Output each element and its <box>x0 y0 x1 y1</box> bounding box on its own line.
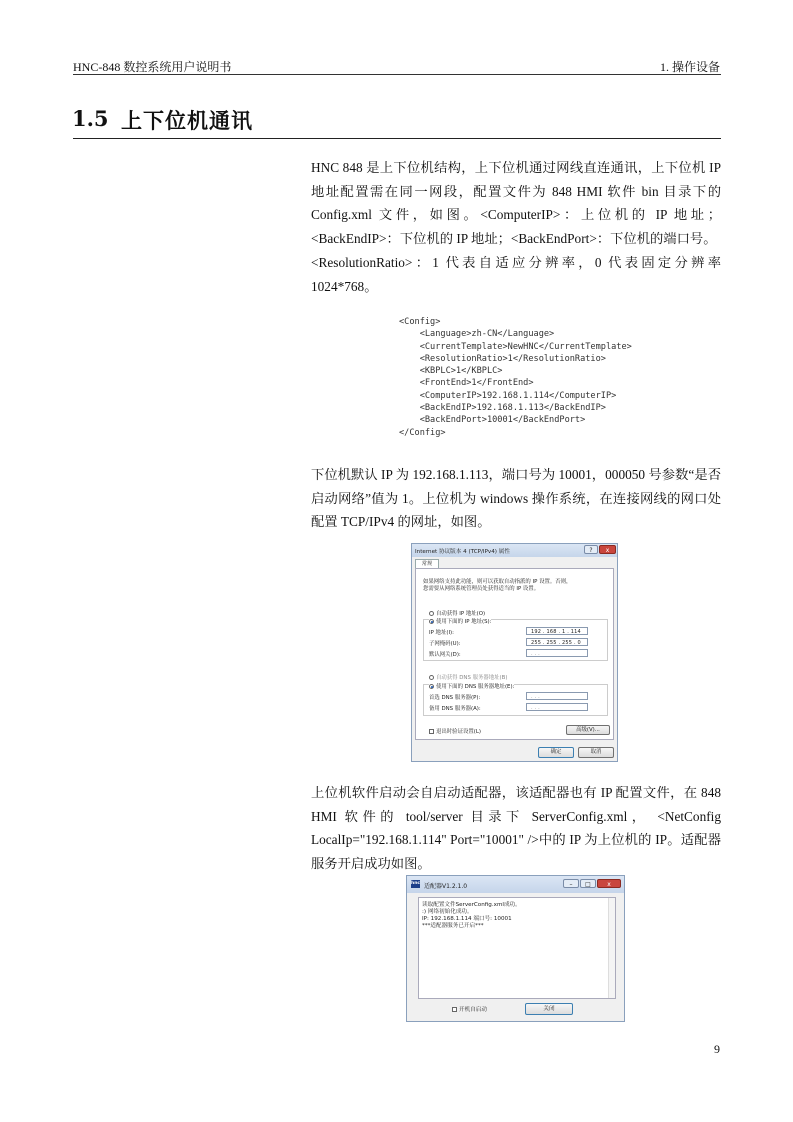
window-titlebar <box>407 876 624 893</box>
adapter-window <box>406 875 625 1022</box>
paragraph-resolution: <ResolutionRatio>：1 代表自适应分辨率，0 代表固定分辨率 1024*768。 <box>311 255 721 294</box>
checkbox-icon[interactable] <box>429 729 434 734</box>
gateway-field[interactable]: . . . <box>526 649 588 657</box>
cancel-button[interactable]: 取消 <box>578 747 614 758</box>
help-icon[interactable]: ? <box>584 545 598 554</box>
dialog-titlebar <box>412 544 617 557</box>
section-number: 1.5 <box>72 106 109 131</box>
paragraph-lower-machine: 下位机默认 IP 为 192.168.1.113，端口号为 10001，000050 号参数“是否启动网络”值为 1。上位机为 windows 操作系统，在连接网线的网口处配置 TCP/IPv4 的网址，如图。 <box>311 467 721 529</box>
paragraph-adapter: 上位机软件启动会自启动适配器，该适配器也有 IP 配置文件，在 848 HMI 软件的 tool/server 目录下 ServerConfig.xml， <NetConfig LocalIp="192.168.1.114" Port="10001" />中的 IP 为上位机的 IP。适配器服务开启成功如图。 <box>311 785 721 871</box>
page-number: 9 <box>714 1042 720 1056</box>
alternate-dns-label: 备用 DNS 服务器(A): <box>429 706 481 712</box>
subnet-mask-label: 子网掩码(U): <box>429 641 461 647</box>
running-header-title: HNC-848 数控系统用户说明书 <box>73 60 232 74</box>
radio-selected-icon[interactable] <box>429 684 434 689</box>
config-xml-code <box>399 316 632 439</box>
log-line: 读取配置文件ServerConfig.xml成功。 <box>422 902 521 908</box>
close-icon[interactable]: x <box>599 545 616 554</box>
section-title: 上下位机通讯 <box>121 109 253 133</box>
gateway-label: 默认网关(D): <box>429 652 461 658</box>
advanced-button[interactable]: 高级(V)... <box>566 725 610 735</box>
code-line: <CurrentTemplate>NewHNC</CurrentTemplate> <box>399 341 632 352</box>
preferred-dns-label: 首选 DNS 服务器(P): <box>429 695 481 701</box>
manual-ip-option[interactable]: 使用下面的 IP 地址(S): <box>429 617 491 625</box>
log-line: :) 网络初始化成功。 <box>422 909 473 915</box>
general-pane <box>415 568 614 740</box>
tab-general[interactable]: 常规 <box>415 559 439 569</box>
close-window-icon[interactable]: x <box>597 879 621 888</box>
validate-checkbox[interactable]: 退出时验证设置(L) <box>429 727 481 735</box>
log-line: ***适配器服务已开启*** <box>422 923 484 929</box>
maximize-icon[interactable]: □ <box>580 879 596 888</box>
preferred-dns-field[interactable]: . . . <box>526 692 588 700</box>
autostart-checkbox[interactable]: 开机自启动 <box>452 1005 487 1013</box>
radio-selected-icon[interactable] <box>429 619 434 624</box>
auto-dns-option[interactable]: 自动获得 DNS 服务器地址(B) <box>429 673 507 681</box>
subnet-mask-field[interactable]: 255 . 255 . 255 . 0 <box>526 638 588 646</box>
ipv4-properties-dialog <box>411 543 618 762</box>
radio-icon[interactable] <box>429 675 434 680</box>
auto-ip-option[interactable]: 自动获得 IP 地址(O) <box>429 609 485 617</box>
code-line: <BackEndIP>192.168.1.113</BackEndIP> <box>399 403 606 414</box>
code-line: <BackEndPort>10001</BackEndPort> <box>399 415 586 426</box>
radio-icon[interactable] <box>429 611 434 616</box>
code-line: <Language>zh-CN</Language> <box>399 329 555 340</box>
minimize-icon[interactable]: – <box>563 879 579 888</box>
code-line: <ResolutionRatio>1</ResolutionRatio> <box>399 353 606 364</box>
code-line: <KBPLC>1</KBPLC> <box>399 366 503 377</box>
header-rule <box>73 74 721 75</box>
checkbox-icon[interactable] <box>452 1007 457 1012</box>
description-line-2: 您需要从网络系统管理员处获得适当的 IP 设置。 <box>423 586 540 592</box>
dialog-title: Internet 协议版本 4 (TCP/IPv4) 属性 <box>415 549 510 555</box>
close-button[interactable]: 关闭 <box>525 1003 573 1015</box>
code-line: <FrontEnd>1</FrontEnd> <box>399 378 534 389</box>
code-line: </Config> <box>399 427 446 438</box>
ok-button[interactable]: 确定 <box>538 747 574 758</box>
code-line: <Config> <box>399 317 441 327</box>
alternate-dns-field[interactable]: . . . <box>526 703 588 711</box>
description-line-1: 如果网络支持此功能，则可以获取自动指派的 IP 设置。否则， <box>423 579 572 585</box>
log-output[interactable] <box>418 897 616 999</box>
log-scrollbar[interactable] <box>608 898 615 998</box>
ip-address-label: IP 地址(I): <box>429 630 454 636</box>
log-line: IP: 192.168.1.114 端口号: 10001 <box>422 916 512 922</box>
section-rule <box>73 138 721 139</box>
ip-address-field[interactable]: 192 . 168 . 1 . 114 <box>526 627 588 635</box>
window-title: 适配器V1.2.1.0 <box>424 883 468 890</box>
running-header-chapter: 1. 操作设备 <box>659 60 720 74</box>
manual-dns-option[interactable]: 使用下面的 DNS 服务器地址(E): <box>429 682 514 690</box>
code-line: <ComputerIP>192.168.1.114</ComputerIP> <box>399 390 617 401</box>
paragraph-intro: HNC 848 是上下位机结构，上下位机通过网线直连通讯，上下位机 IP 地址配置需在同一网段，配置文件为 848 HMI 软件 bin 目录下的 Config.xml 文件，如图。<ComputerIP>：上位机的 IP 地址；<BackEndIP>：下位机的 IP 地址；<BackEndPort>：下位机的端口号。 <box>311 160 721 246</box>
hnc-logo-icon: hnc <box>411 881 421 886</box>
